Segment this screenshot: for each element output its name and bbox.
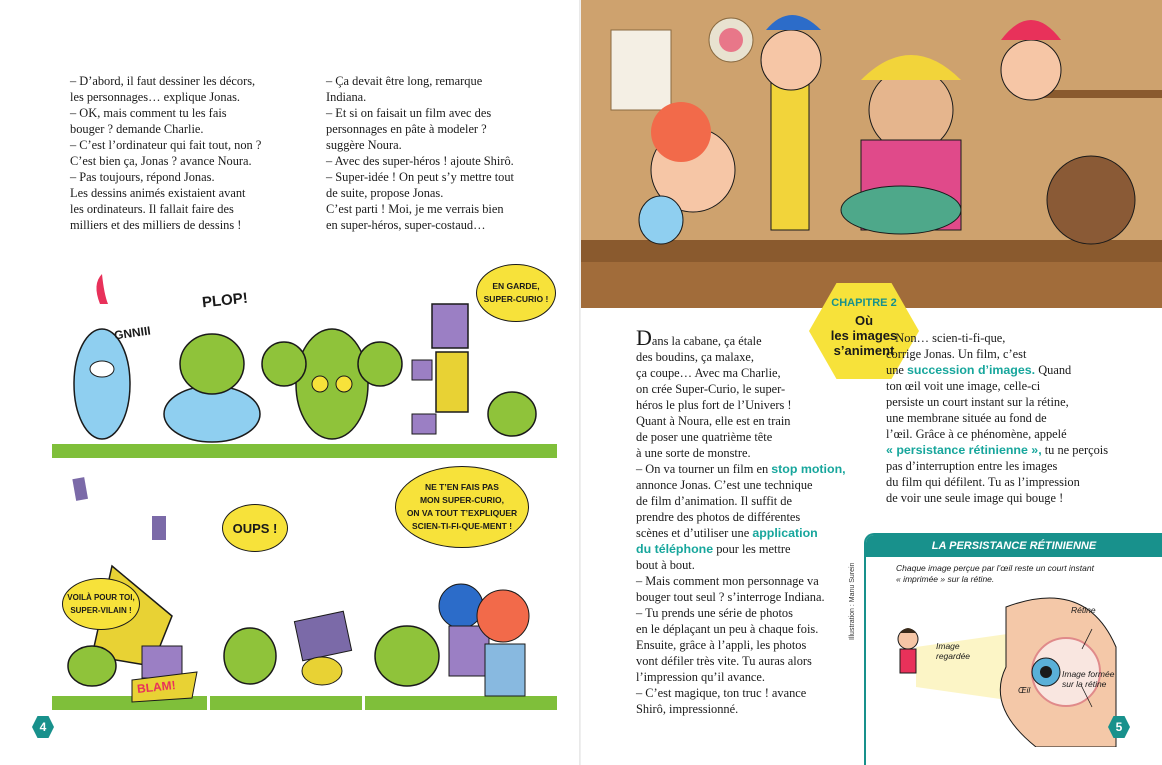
- speech-bubble-en-garde: EN GARDE, SUPER-CURIO !: [476, 264, 556, 322]
- cabin-illustration-art: [581, 0, 1162, 308]
- speech-bubble-voila: VOILÀ POUR TOI, SUPER-VILAIN !: [62, 578, 140, 630]
- eye-diagram: [886, 587, 1146, 747]
- right-col2-a: – Non… scien-ti-fi-que, corrige Jonas. Un film, c’est une: [886, 331, 1027, 377]
- info-box-title: LA PERSISTANCE RÉTINIENNE: [866, 535, 1162, 557]
- sfx-gnii: GNNIII: [113, 323, 152, 343]
- illustration-credit: Illustration : Manu Surein: [849, 562, 856, 640]
- page-number-left-text: 4: [39, 720, 47, 734]
- comic-panel-6: [365, 466, 557, 710]
- cabin-illustration: [581, 0, 1162, 308]
- comic-panel-5-art: [210, 466, 362, 710]
- comic-row-1: [52, 264, 557, 458]
- label-image-formee: Image formée sur la rétine: [1062, 669, 1115, 689]
- right-col2-b: Quand ton œil voit une image, celle-ci persiste un court instant sur la rétine, une membrane située au fond de l’œil. Grâce à ce phénomène, appelé: [886, 363, 1072, 441]
- page-number-right: [1108, 716, 1130, 738]
- sfx-blam: BLAM!: [136, 678, 177, 696]
- right-col2-para: [886, 330, 1156, 506]
- info-box-description: Chaque image perçue par l’œil reste un court instant « imprimée » sur la rétine.: [896, 563, 1094, 584]
- chapter-label: CHAPITRE 2: [831, 297, 897, 309]
- right-col1-mid: annonce Jonas. C’est une technique de film d’animation. Il suffit de prendre des photos de différentes scènes et d’utiliser une: [636, 478, 813, 540]
- right-col2-c: tu ne perçois pas d’interruption entre les images du film qui défilent. Tu as l’impression de voir une seule image qui bouge !: [886, 443, 1109, 505]
- dropcap: D: [636, 325, 652, 350]
- speech-bubble-oups: OUPS !: [222, 504, 288, 552]
- left-text-column-1: [70, 73, 310, 233]
- comic-panel-5: [210, 466, 362, 710]
- left-text-column-2: [326, 73, 566, 233]
- right-text-column-2: [886, 330, 1156, 506]
- page-number-right-text: 5: [1115, 720, 1123, 734]
- highlight-application: application: [752, 526, 818, 540]
- speech-bubble-ne-t-en-fais-pas: NE T’EN FAIS PAS MON SUPER-CURIO, ON VA TOUT T’EXPLIQUER SCIEN-TI-FI-QUE-MENT !: [395, 466, 529, 548]
- right-text-column-1: [636, 325, 866, 717]
- highlight-persistance: « persistance rétinienne »,: [886, 443, 1042, 457]
- right-col1-intro: ans la cabane, ça étale des boudins, ça malaxe, ça coupe… Avec ma Charlie, on crée Super-Curio, le super- héros le plus fort de l’Univers ! Quant à Noura, elle est en train de poser une quatrième tête à une sorte de monstre. – On va tourner un film en: [636, 334, 792, 476]
- right-col1-after: pour les mettre bout à bout. – Mais comment mon personnage va bouger tout seul ? s’interroge Indiana. – Tu prends une série de photos en le déplaçant un peu à chaque fois. Ensuite, grâce à l’appli, les photos vont défiler très vite. Tu auras alors l’impression qu’il avance. – C’est magique, ton truc ! avance Shirô, impressionné.: [636, 542, 825, 716]
- label-image-regardee: Image regardée: [936, 641, 971, 661]
- label-oeil: Œil: [1018, 685, 1031, 695]
- sfx-plop: PLOP!: [201, 289, 249, 312]
- right-page: [581, 0, 1162, 765]
- chapter-title: Où les images s’animent: [830, 313, 898, 358]
- highlight-stop-motion: stop motion,: [771, 462, 846, 476]
- page-number-left: [32, 716, 54, 738]
- highlight-succession: succession d’images.: [907, 363, 1036, 377]
- label-retine: Rétine: [1071, 605, 1096, 615]
- left-col1-text: – D’abord, il faut dessiner les décors, les personnages… explique Jonas. – OK, mais comment tu les fais bouger ? demande Charlie. – C’est l’ordinateur qui fait tout, non ? C’est bien ça, Jonas ? avance Noura. – Pas toujours, répond Jonas. Les dessins animés existaient avant les ordinateurs. Il fallait faire des milliers et des milliers de dessins !: [70, 74, 262, 232]
- left-col2-text: – Ça devait être long, remarque Indiana. – Et si on faisait un film avec des personnages en pâte à modeler ? suggère Noura. – Avec des super-héros ! ajoute Shirô. – Super-idée ! On peut s’y mettre tout de suite, propose Jonas. C’est parti ! Moi, je me verrais bien en super-héros, super-costaud…: [326, 74, 514, 232]
- highlight-telephone: du téléphone: [636, 542, 714, 556]
- right-col1-para: [636, 325, 866, 717]
- comic-panel-4: [52, 466, 207, 710]
